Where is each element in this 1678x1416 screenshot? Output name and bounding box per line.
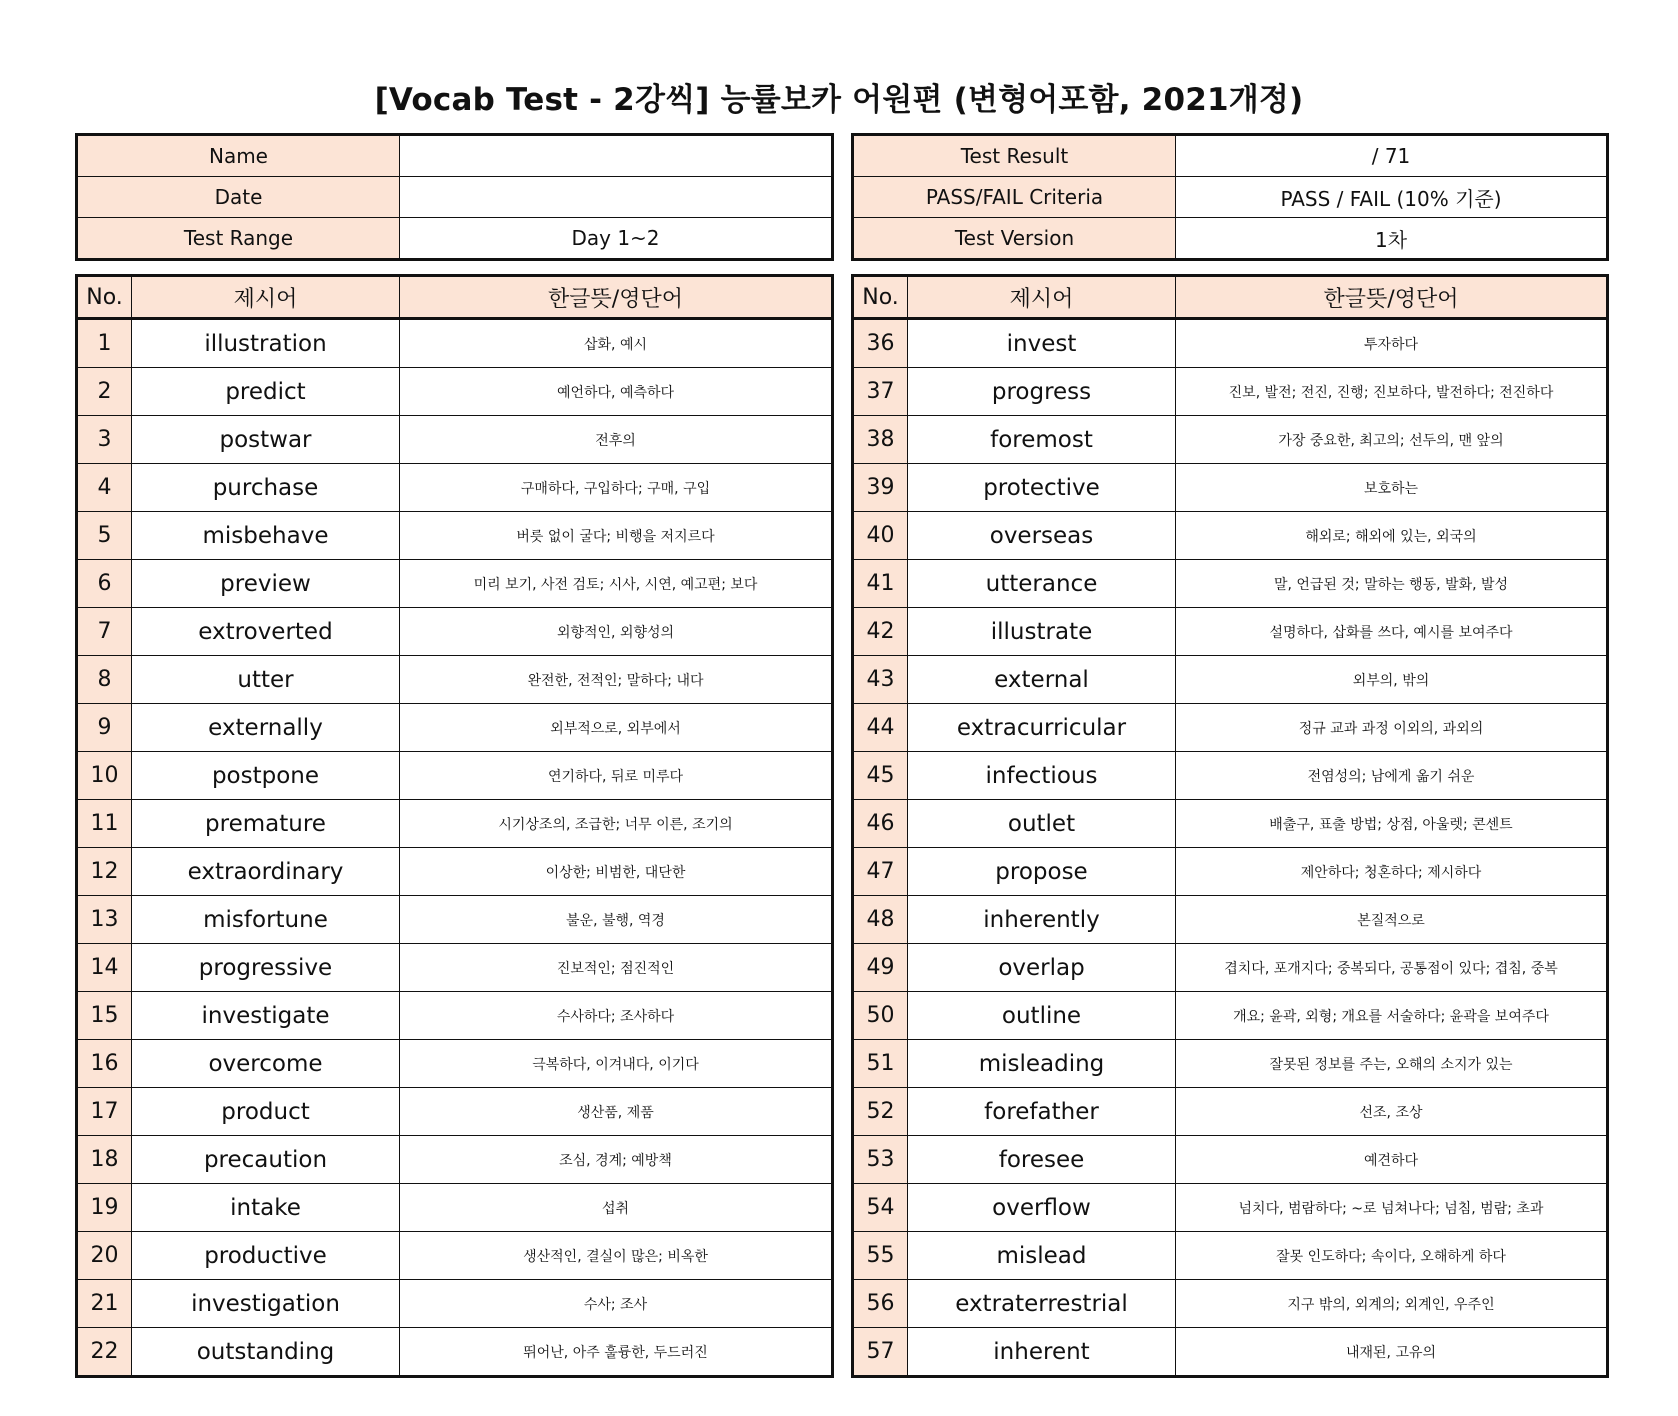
vocab-word: purchase <box>132 464 400 512</box>
vocab-word: protective <box>908 464 1176 512</box>
row-number: 37 <box>853 368 908 416</box>
row-number: 51 <box>853 1040 908 1088</box>
vocab-meaning: 잘못 인도하다; 속이다, 오해하게 하다 <box>1176 1232 1608 1280</box>
table-row <box>77 1328 833 1377</box>
vocab-meaning: 예언하다, 예측하다 <box>400 368 833 416</box>
vocab-word: predict <box>132 368 400 416</box>
info-label: Date <box>77 177 400 218</box>
row-number: 13 <box>77 896 132 944</box>
vocab-meaning: 지구 밖의, 외계의; 외계인, 우주인 <box>1176 1280 1608 1328</box>
table-row <box>853 848 1608 896</box>
row-number: 6 <box>77 560 132 608</box>
vocab-word: inherently <box>908 896 1176 944</box>
vocab-word: progressive <box>132 944 400 992</box>
row-number: 38 <box>853 416 908 464</box>
table-row <box>77 944 833 992</box>
vocab-word: illustration <box>132 319 400 368</box>
row-number: 5 <box>77 512 132 560</box>
table-row <box>853 608 1608 656</box>
row-number: 40 <box>853 512 908 560</box>
row-number: 16 <box>77 1040 132 1088</box>
info-label: Name <box>77 135 400 177</box>
info-label: PASS/FAIL Criteria <box>853 177 1176 218</box>
table-row <box>853 1232 1608 1280</box>
table-row <box>77 368 833 416</box>
vocab-meaning: 연기하다, 뒤로 미루다 <box>400 752 833 800</box>
table-row <box>77 464 833 512</box>
row-number: 46 <box>853 800 908 848</box>
row-number: 1 <box>77 319 132 368</box>
row-number: 41 <box>853 560 908 608</box>
row-number: 36 <box>853 319 908 368</box>
vocab-word: misbehave <box>132 512 400 560</box>
vocab-meaning: 해외로; 해외에 있는, 외국의 <box>1176 512 1608 560</box>
vocab-meaning: 넘치다, 범람하다; ~로 넘쳐나다; 넘침, 범람; 초과 <box>1176 1184 1608 1232</box>
row-number: 54 <box>853 1184 908 1232</box>
vocab-word: foremost <box>908 416 1176 464</box>
info-row <box>853 177 1608 218</box>
vocab-word: extraordinary <box>132 848 400 896</box>
vocab-word: outstanding <box>132 1328 400 1377</box>
vocab-meaning: 잘못된 정보를 주는, 오해의 소지가 있는 <box>1176 1040 1608 1088</box>
info-value[interactable] <box>400 135 833 177</box>
row-number: 9 <box>77 704 132 752</box>
info-value[interactable] <box>400 177 833 218</box>
vocab-word: misleading <box>908 1040 1176 1088</box>
row-number: 18 <box>77 1136 132 1184</box>
vocab-meaning: 이상한; 비범한, 대단한 <box>400 848 833 896</box>
header-row <box>77 276 833 319</box>
header-meaning: 한글뜻/영단어 <box>400 276 833 319</box>
info-row <box>77 218 833 260</box>
vocab-meaning: 수사; 조사 <box>400 1280 833 1328</box>
row-number: 44 <box>853 704 908 752</box>
vocab-meaning: 설명하다, 삽화를 쓰다, 예시를 보여주다 <box>1176 608 1608 656</box>
vocab-word: infectious <box>908 752 1176 800</box>
vocab-meaning: 미리 보기, 사전 검토; 시사, 시연, 예고편; 보다 <box>400 560 833 608</box>
table-row <box>853 1328 1608 1377</box>
table-row <box>853 1184 1608 1232</box>
table-row <box>77 416 833 464</box>
vocab-meaning: 본질적으로 <box>1176 896 1608 944</box>
vocab-word: product <box>132 1088 400 1136</box>
info-value[interactable]: 1차 <box>1176 218 1608 260</box>
vocab-meaning: 불운, 불행, 역경 <box>400 896 833 944</box>
table-row <box>77 752 833 800</box>
vocab-word: overlap <box>908 944 1176 992</box>
vocab-word: externally <box>132 704 400 752</box>
vocab-meaning: 생산적인, 결실이 많은; 비옥한 <box>400 1232 833 1280</box>
vocab-word: utterance <box>908 560 1176 608</box>
vocab-word: investigate <box>132 992 400 1040</box>
vocab-word: outline <box>908 992 1176 1040</box>
row-number: 45 <box>853 752 908 800</box>
table-row <box>77 1088 833 1136</box>
table-row <box>853 512 1608 560</box>
info-value[interactable]: Day 1~2 <box>400 218 833 260</box>
vocab-meaning: 시기상조의, 조급한; 너무 이른, 조기의 <box>400 800 833 848</box>
row-number: 7 <box>77 608 132 656</box>
vocab-meaning: 정규 교과 과정 이외의, 과외의 <box>1176 704 1608 752</box>
row-number: 48 <box>853 896 908 944</box>
vocab-word: postwar <box>132 416 400 464</box>
info-row <box>77 177 833 218</box>
vocab-meaning: 전염성의; 남에게 옮기 쉬운 <box>1176 752 1608 800</box>
vocab-meaning: 가장 중요한, 최고의; 선두의, 맨 앞의 <box>1176 416 1608 464</box>
header-meaning: 한글뜻/영단어 <box>1176 276 1608 319</box>
vocab-word: overcome <box>132 1040 400 1088</box>
vocab-word: overseas <box>908 512 1176 560</box>
table-row <box>853 368 1608 416</box>
row-number: 4 <box>77 464 132 512</box>
vocab-meaning: 말, 언급된 것; 말하는 행동, 발화, 발성 <box>1176 560 1608 608</box>
table-row <box>77 656 833 704</box>
vocab-meaning: 외향적인, 외향성의 <box>400 608 833 656</box>
row-number: 52 <box>853 1088 908 1136</box>
table-row <box>853 319 1608 368</box>
row-number: 47 <box>853 848 908 896</box>
header-no: No. <box>77 276 132 319</box>
vocab-word: extroverted <box>132 608 400 656</box>
vocab-word: outlet <box>908 800 1176 848</box>
table-row <box>853 464 1608 512</box>
table-row <box>853 800 1608 848</box>
vocab-table-right <box>851 274 1609 1378</box>
table-row <box>77 1184 833 1232</box>
test-info-table <box>851 133 1609 261</box>
vocab-meaning: 진보, 발전; 전진, 진행; 진보하다, 발전하다; 전진하다 <box>1176 368 1608 416</box>
table-row <box>77 800 833 848</box>
table-row <box>77 1136 833 1184</box>
info-row <box>77 135 833 177</box>
table-row <box>853 416 1608 464</box>
table-row <box>853 704 1608 752</box>
table-row <box>77 512 833 560</box>
row-number: 11 <box>77 800 132 848</box>
table-row <box>77 1040 833 1088</box>
vocab-meaning: 전후의 <box>400 416 833 464</box>
row-number: 15 <box>77 992 132 1040</box>
row-number: 57 <box>853 1328 908 1377</box>
vocab-word: extraterrestrial <box>908 1280 1176 1328</box>
vocab-meaning: 버릇 없이 굴다; 비행을 저지르다 <box>400 512 833 560</box>
header-row <box>853 276 1608 319</box>
table-row <box>853 656 1608 704</box>
row-number: 43 <box>853 656 908 704</box>
vocab-word: forefather <box>908 1088 1176 1136</box>
vocab-meaning: 조심, 경계; 예방책 <box>400 1136 833 1184</box>
table-row <box>77 992 833 1040</box>
row-number: 3 <box>77 416 132 464</box>
vocab-word: precaution <box>132 1136 400 1184</box>
row-number: 53 <box>853 1136 908 1184</box>
vocab-meaning: 개요; 윤곽, 외형; 개요를 서술하다; 윤곽을 보여주다 <box>1176 992 1608 1040</box>
table-row <box>853 944 1608 992</box>
table-row <box>77 896 833 944</box>
row-number: 42 <box>853 608 908 656</box>
vocab-word: illustrate <box>908 608 1176 656</box>
vocab-meaning: 완전한, 전적인; 말하다; 내다 <box>400 656 833 704</box>
student-info-table <box>75 133 834 261</box>
row-number: 8 <box>77 656 132 704</box>
row-number: 21 <box>77 1280 132 1328</box>
row-number: 20 <box>77 1232 132 1280</box>
vocab-word: postpone <box>132 752 400 800</box>
row-number: 19 <box>77 1184 132 1232</box>
vocab-word: utter <box>132 656 400 704</box>
info-label: Test Result <box>853 135 1176 177</box>
table-row <box>77 1232 833 1280</box>
vocab-word: overflow <box>908 1184 1176 1232</box>
vocab-word: investigation <box>132 1280 400 1328</box>
vocab-meaning: 뛰어난, 아주 훌륭한, 두드러진 <box>400 1328 833 1377</box>
vocab-word: misfortune <box>132 896 400 944</box>
vocab-meaning: 선조, 조상 <box>1176 1088 1608 1136</box>
vocab-meaning: 삽화, 예시 <box>400 319 833 368</box>
vocab-word: external <box>908 656 1176 704</box>
table-row <box>853 1088 1608 1136</box>
vocab-meaning: 수사하다; 조사하다 <box>400 992 833 1040</box>
info-row <box>853 218 1608 260</box>
table-row <box>77 1280 833 1328</box>
table-row <box>853 1136 1608 1184</box>
table-row <box>853 896 1608 944</box>
vocab-word: inherent <box>908 1328 1176 1377</box>
vocab-word: preview <box>132 560 400 608</box>
table-row <box>853 752 1608 800</box>
info-value[interactable]: / 71 <box>1176 135 1608 177</box>
vocab-meaning: 내재된, 고유의 <box>1176 1328 1608 1377</box>
vocab-word: progress <box>908 368 1176 416</box>
row-number: 10 <box>77 752 132 800</box>
vocab-meaning: 진보적인; 점진적인 <box>400 944 833 992</box>
vocab-meaning: 외부의, 밖의 <box>1176 656 1608 704</box>
info-value[interactable]: PASS / FAIL (10% 기준) <box>1176 177 1608 218</box>
row-number: 56 <box>853 1280 908 1328</box>
vocab-meaning: 구매하다, 구입하다; 구매, 구입 <box>400 464 833 512</box>
row-number: 50 <box>853 992 908 1040</box>
info-label: Test Range <box>77 218 400 260</box>
row-number: 12 <box>77 848 132 896</box>
table-row <box>77 560 833 608</box>
vocab-word: intake <box>132 1184 400 1232</box>
vocab-word: mislead <box>908 1232 1176 1280</box>
vocab-table-left <box>75 274 834 1378</box>
row-number: 39 <box>853 464 908 512</box>
table-row <box>853 560 1608 608</box>
header-no: No. <box>853 276 908 319</box>
vocab-word: productive <box>132 1232 400 1280</box>
vocab-meaning: 예견하다 <box>1176 1136 1608 1184</box>
table-row <box>77 608 833 656</box>
vocab-meaning: 겹치다, 포개지다; 중복되다, 공통점이 있다; 겹침, 중복 <box>1176 944 1608 992</box>
vocab-word: invest <box>908 319 1176 368</box>
table-row <box>77 704 833 752</box>
info-row <box>853 135 1608 177</box>
vocab-word: foresee <box>908 1136 1176 1184</box>
vocab-word: extracurricular <box>908 704 1176 752</box>
row-number: 49 <box>853 944 908 992</box>
header-word: 제시어 <box>908 276 1176 319</box>
header-word: 제시어 <box>132 276 400 319</box>
vocab-meaning: 투자하다 <box>1176 319 1608 368</box>
vocab-word: propose <box>908 848 1176 896</box>
vocab-meaning: 외부적으로, 외부에서 <box>400 704 833 752</box>
vocab-meaning: 극복하다, 이겨내다, 이기다 <box>400 1040 833 1088</box>
vocab-meaning: 생산품, 제품 <box>400 1088 833 1136</box>
row-number: 2 <box>77 368 132 416</box>
info-label: Test Version <box>853 218 1176 260</box>
row-number: 14 <box>77 944 132 992</box>
row-number: 17 <box>77 1088 132 1136</box>
vocab-meaning: 배출구, 표출 방법; 상점, 아울렛; 콘센트 <box>1176 800 1608 848</box>
row-number: 55 <box>853 1232 908 1280</box>
row-number: 22 <box>77 1328 132 1377</box>
vocab-meaning: 섭취 <box>400 1184 833 1232</box>
table-row <box>853 1280 1608 1328</box>
vocab-meaning: 제안하다; 청혼하다; 제시하다 <box>1176 848 1608 896</box>
table-row <box>853 1040 1608 1088</box>
page-title: [Vocab Test - 2강씩] 능률보카 어원편 (변형어포함, 2021개정) <box>374 82 1304 118</box>
table-row <box>77 319 833 368</box>
table-row <box>77 848 833 896</box>
table-row <box>853 992 1608 1040</box>
vocab-word: premature <box>132 800 400 848</box>
vocab-meaning: 보호하는 <box>1176 464 1608 512</box>
